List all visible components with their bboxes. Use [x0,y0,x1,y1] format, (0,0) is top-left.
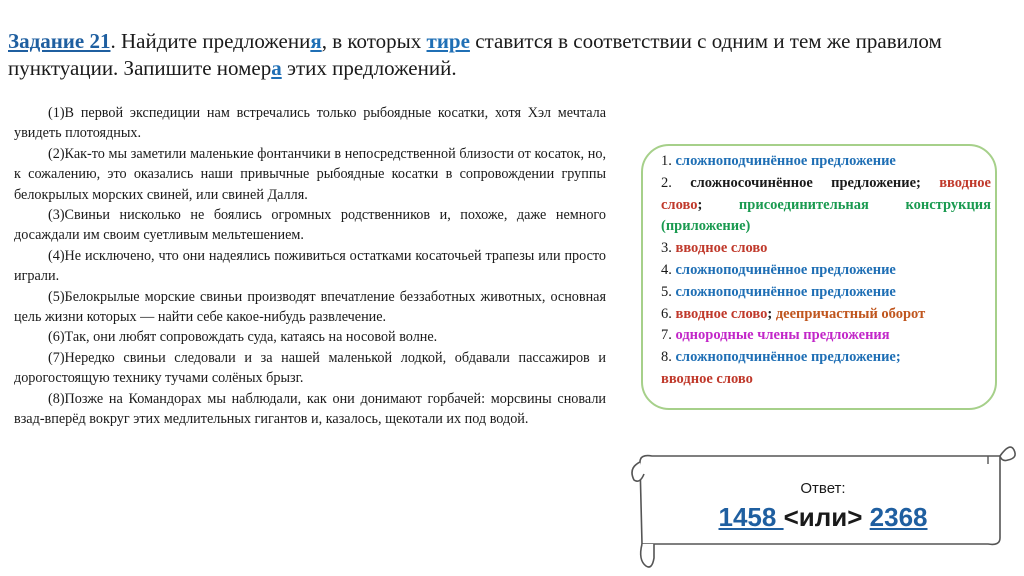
sentences-text [14,103,606,430]
analysis-item-7: 7. однородные члены предложения [661,327,890,344]
heading-text-1: . Найдите предложени [110,29,311,53]
analysis-item-6: 6. вводное слово; деепричастный оборот [661,305,926,322]
sentence-1: (1)В первой экспедиции нам встречались только рыбоядные косатки, хотя Хэл мечтала увидеть плотоядных. [14,105,606,142]
answer-or: <или> [783,502,870,532]
sentence-6: (6)Так, они любят сопровождать суда, катаясь на носовой волне. [48,329,438,346]
answer-option-2[interactable]: 2368 [869,502,928,532]
analysis-item-4: 4. сложноподчинённое предложение [661,261,896,278]
analysis-item-1: 1. сложноподчинённое предложение [661,153,896,169]
sentence-3: (3)Свиньи нисколько не боялись огромных родственников и, похоже, даже немного досаждали им своим суетливым мельтешением. [14,207,606,244]
heading-highlight-3: а [271,56,282,80]
heading-text-2: , в которых [321,29,427,53]
sentence-7: (7)Нередко свиньи следовали и за нашей маленькой лодкой, обдавали пассажиров и дорогостоящую технику тучами солёных брызг. [14,349,606,387]
sentence-4: (4)Не исключено, что они надеялись поживиться остатками косаточьей трапезы или просто играли. [14,247,606,285]
answer-value [642,502,1004,533]
sentence-8: (8)Позже на Командорах мы наблюдали, как они донимают горбачей: морсвины сновали взад-вперёд вокруг этих медлительных гигантов и, казалось, щекотали их под водой. [14,390,606,428]
analysis-box [641,144,997,410]
heading-highlight-2: тире [426,29,470,53]
sentence-5: (5)Белокрылые морские свиньи производят впечатление беззаботных животных, основная цель жизни которых — найти себе какое-нибудь развлечение. [14,288,606,326]
answer-label: Ответ: [800,480,846,497]
heading-highlight-1: я [310,29,322,53]
sentence-2: (2)Как-то мы заметили маленькие фонтанчики в непосредственной близости от косаток, но, к сожалению, это оказались наши привычные рыбоядные косатки в сопровождении группы белокрылых морских свиней, или свиней Далля. [14,145,606,203]
analysis-item-2: 2. сложносочинённое предложение; вводное слово; присоединительная конструкция (приложение) [661,174,991,235]
analysis-item-3: 3. вводное слово [661,240,768,257]
heading-text-4: этих предложений. [281,56,457,80]
heading-text-3: ставится в соответствии с одним и тем же правилом пунктуации. Запишите номер [8,29,942,80]
analysis-item-5: 5. сложноподчинённое предложение [661,283,896,300]
task-link[interactable]: Задание 21 [8,29,111,53]
task-heading [8,28,1018,82]
analysis-item-8: 8. сложноподчинённое предложение; вводное слово [661,349,901,387]
answer-option-1[interactable]: 1458 [718,502,784,532]
